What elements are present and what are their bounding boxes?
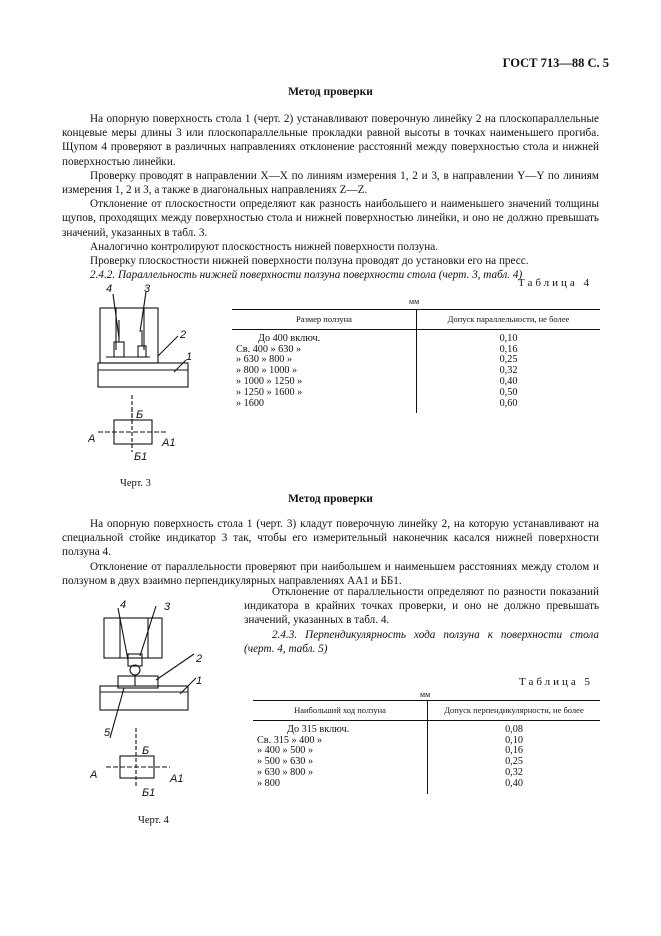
table-row: » 500 » 630 » 0,25 [253, 757, 600, 768]
table-row: Св. 400 » 630 » 0,16 [232, 345, 600, 356]
column-header: Допуск параллельности, не более [417, 310, 601, 330]
table-row: » 1600 0,60 [232, 399, 600, 414]
label-b: Б [142, 745, 150, 757]
table-row: » 1250 » 1600 » 0,50 [232, 388, 600, 399]
label-2: 2 [196, 653, 203, 665]
figure-4-caption: Черт. 4 [138, 815, 169, 826]
table-block [98, 363, 188, 387]
table-row: До 400 включ. 0,10 [232, 329, 600, 344]
paragraph: Отклонение от параллельности проверяют при наибольшем и наименьшем расстояниях между столом и ползуном в двух взаимно перпендикулярных направлениях АА1 и ББ1. [62, 560, 599, 587]
table-5 [253, 700, 600, 794]
paragraph: Отклонение от параллельности определяют по разности показаний индикатора в крайних точках проверки, и оно не должно превышать значений, указанных в табл. 4. [244, 586, 599, 627]
table-row: » 800 » 1000 » 0,32 [232, 366, 600, 377]
column-header: Размер ползуна [232, 310, 417, 330]
label-3: 3 [144, 283, 151, 295]
table-block [100, 686, 188, 710]
column-header: Допуск перпендикулярности, не более [428, 701, 601, 721]
slide-block [104, 618, 162, 658]
paragraph: На опорную поверхность стола 1 (черт. 2) устанавливают поверочную линейку 2 на плоскопараллельные концевые меры длины 3 или плоскопараллельные прокладки равной высоты в точках наименьшего прогиба. Щупом 4 проверяют в различных направлениях отклонение расстояний между поверхностью стола и нижней поверхностью линейки. [62, 113, 599, 168]
paragraph: Проверку плоскостности нижней поверхности ползуна проводят до установки его на пресс. [90, 255, 529, 268]
table4-unit: мм [409, 297, 420, 306]
paragraph: Проверку проводят в направлении X—X по линиям измерения 1, 2 и 3, в направлении Y—Y по линиям измерения 1, 2 и 3, а также в диагональных направлениях Z—Z. [62, 169, 599, 197]
clause-2-4-3: 2.4.3. Перпендикулярность хода ползуна к поверхности стола (черт. 4, табл. 5) [244, 628, 599, 655]
table-4 [232, 309, 600, 413]
label-a1: А1 [162, 437, 176, 449]
label-b1: Б1 [134, 451, 148, 463]
page-header: ГОСТ 713—88 С. 5 [502, 56, 609, 70]
table5-caption: Таблица 5 [519, 676, 594, 688]
label-2: 2 [180, 329, 187, 341]
paragraph: Отклонение от плоскостности определяют как разность наибольшего и наименьшего значений толщины щупов, проходящих между поверхностью стола и нижней поверхностью линейки, и оно не должно превышать значений, указанных в табл. 3. [62, 198, 599, 239]
paragraph: На опорную поверхность стола 1 (черт. 3) кладут поверочную линейку 2, на которую устанавливают на специальной стойке индикатор 3 так, чтобы его измерительный наконечник касался нижней поверхности ползуна 4. [62, 518, 599, 559]
column-header: Наибольший ход ползуна [253, 701, 428, 721]
figure-3-drawing [88, 280, 208, 480]
section2-text-right [244, 585, 599, 656]
label-4: 4 [120, 599, 127, 611]
section2-text-top [62, 517, 599, 588]
figure-3-caption: Черт. 3 [120, 478, 151, 489]
slide-block [100, 308, 158, 363]
label-3: 3 [164, 601, 171, 613]
table5-unit: мм [420, 690, 431, 699]
section1-title: Метод проверки [288, 86, 373, 98]
table-row: » 400 » 500 » 0,16 [253, 746, 600, 757]
label-b1: Б1 [142, 787, 156, 799]
label-a1: А1 [170, 773, 184, 785]
table-row: » 1000 » 1250 » 0,40 [232, 377, 600, 388]
table4-caption: Таблица 4 [518, 277, 593, 289]
figure-4-drawing [90, 598, 210, 808]
table-row: » 630 » 800 » 0,32 [253, 768, 600, 779]
section1-text [62, 112, 599, 282]
label-b: Б [136, 409, 144, 421]
table-row: » 630 » 800 » 0,25 [232, 355, 600, 366]
table-row: До 315 включ. 0,08 [253, 720, 600, 735]
clause-2-4-2: 2.4.2. Параллельность нижней поверхности ползуна поверхности стола (черт. 3, табл. 4) [90, 269, 523, 282]
section2-title: Метод проверки [288, 493, 373, 505]
label-1: 1 [196, 675, 203, 687]
paragraph: Аналогично контролируют плоскостность нижней поверхности ползуна. [90, 240, 438, 253]
label-1: 1 [186, 351, 193, 363]
label-5: 5 [104, 727, 111, 739]
table-row: » 800 0,40 [253, 779, 600, 794]
label-4: 4 [106, 283, 113, 295]
label-a: А [90, 769, 98, 781]
table-row: Св. 315 » 400 » 0,10 [253, 736, 600, 747]
label-a: А [88, 433, 96, 445]
